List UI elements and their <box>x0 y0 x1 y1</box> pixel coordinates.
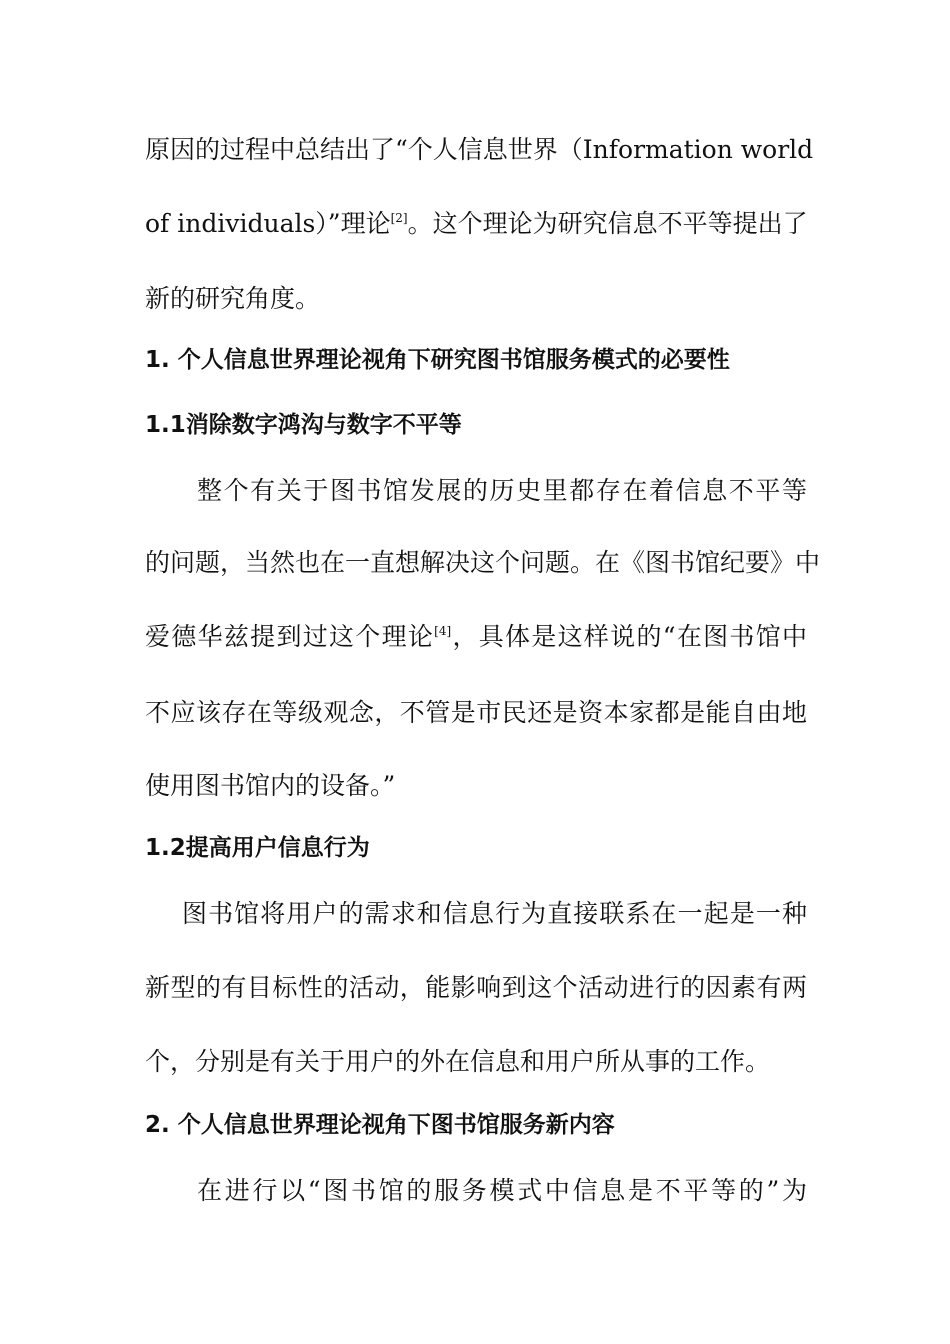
para-1-1-line-4: 不应该存在等级观念，不管是市民还是资本家都是能自由地 <box>145 698 807 727</box>
para-1-1-line-3-text-a: 爱德华兹提到过这个理论 <box>145 622 435 651</box>
para-1-1-line-3 <box>145 621 807 653</box>
heading-section-1: 1. 个人信息世界理论视角下研究图书馆服务模式的必要性 <box>145 347 730 373</box>
para-1-2-line-3: 个，分别是有关于用户的外在信息和用户所从事的工作。 <box>145 1047 771 1076</box>
para-2-line-1: 在进行以“图书馆的服务模式中信息是不平等的”为 <box>197 1176 807 1205</box>
intro-line-2-text-b: 。这个理论为研究信息不平等提出了 <box>407 209 808 238</box>
intro-line-2-text-a: of individuals）”理论 <box>145 209 391 238</box>
para-1-1-line-1: 整个有关于图书馆发展的历史里都存在着信息不平等 <box>197 476 807 505</box>
para-1-1-line-5: 使用图书馆内的设备。” <box>145 771 396 800</box>
heading-section-1-2: 1.2提高用户信息行为 <box>145 835 370 861</box>
intro-line-1: 原因的过程中总结出了“个人信息世界（Information world <box>145 135 814 164</box>
para-1-1-line-2: 的问题，当然也在一直想解决这个问题。在《图书馆纪要》中 <box>145 548 821 577</box>
para-1-2-line-2: 新型的有目标性的活动，能影响到这个活动进行的因素有两 <box>145 973 807 1002</box>
para-1-1-line-3-text-b: ，具体是这样说的“在图书馆中 <box>451 622 807 651</box>
citation-ref-2: [2] <box>390 211 408 225</box>
intro-line-2 <box>145 208 807 240</box>
citation-ref-4: [4] <box>434 624 452 638</box>
heading-section-1-1: 1.1消除数字鸿沟与数字不平等 <box>145 412 462 438</box>
para-1-2-line-1: 图书馆将用户的需求和信息行为直接联系在一起是一种 <box>182 899 807 928</box>
heading-section-2: 2. 个人信息世界理论视角下图书馆服务新内容 <box>145 1112 615 1138</box>
intro-line-3: 新的研究角度。 <box>145 284 321 313</box>
